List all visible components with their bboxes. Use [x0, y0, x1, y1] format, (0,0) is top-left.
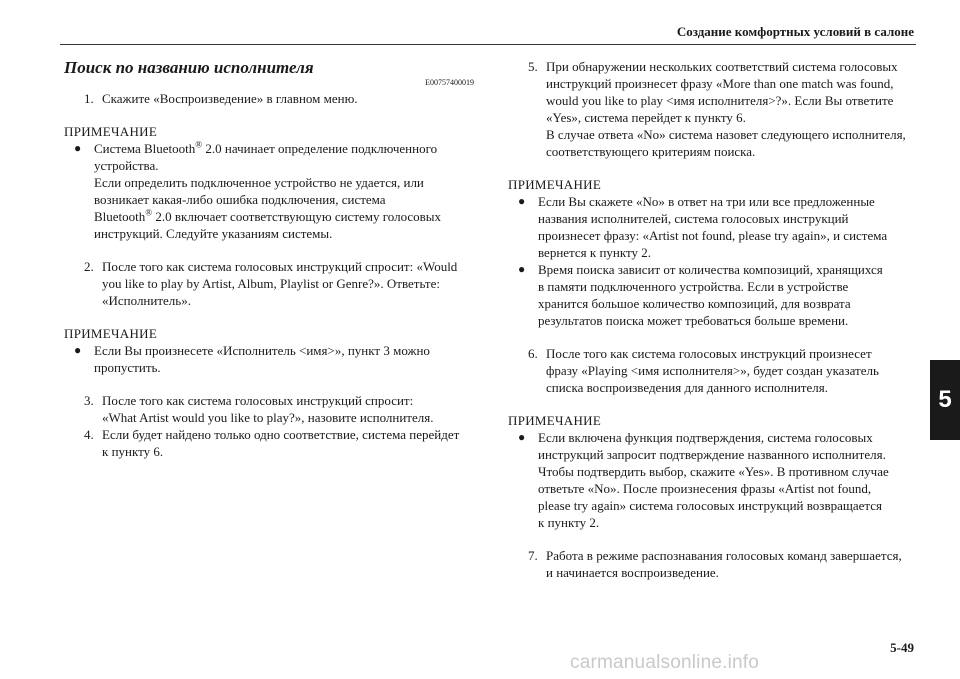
section-title: Поиск по названию исполнителя: [64, 58, 314, 77]
note-line: ответьте «No». После произнесения фразы «Artist not found,: [538, 481, 872, 496]
note-line: Если Вы произнесете «Исполнитель <имя>», пункт 3 можно: [94, 343, 430, 358]
note-line: пропустить.: [94, 360, 161, 375]
step-number: 5.: [528, 59, 538, 74]
note-block-4: [508, 412, 918, 531]
step-6: [508, 345, 918, 396]
step-number: 4.: [84, 427, 94, 442]
step-text: Скажите «Воспроизведение» в главном меню.: [102, 91, 358, 106]
step-line: «Исполнитель».: [102, 293, 191, 308]
step-line: соответствующего критериям поиска.: [546, 144, 756, 159]
step-number: 6.: [528, 346, 538, 361]
step-line: фразу «Playing <имя исполнителя>», будет создан указатель: [546, 363, 879, 378]
note-line: возникает какая-либо ошибка подключения, система: [94, 192, 386, 207]
note-block-2: [64, 325, 474, 376]
step-number: 3.: [84, 393, 94, 408]
step-line: Если будет найдено только одно соответствие, система перейдет: [102, 427, 460, 442]
note-bullet: [64, 140, 474, 242]
bullet-icon: ●: [518, 262, 526, 276]
note-line: Время поиска зависит от количества композиций, хранящихся: [538, 262, 883, 277]
header-title: Создание комфортных условий в салоне: [676, 24, 914, 39]
note-line: хранится большое количество композиций, для возврата: [538, 296, 851, 311]
header-rule: [60, 44, 916, 45]
note-line: Чтобы подтвердить выбор, скажите «Yes». В противном случае: [538, 464, 889, 479]
registered-mark: ®: [195, 139, 203, 150]
note-heading: ПРИМЕЧАНИЕ: [508, 413, 602, 428]
step-7: [508, 547, 918, 581]
page-number: 5-49: [890, 640, 914, 655]
registered-mark: ®: [145, 207, 153, 218]
step-line: При обнаружении нескольких соответствий система голосовых: [546, 59, 898, 74]
note-line: please try again» система голосовых инструкций возвращается: [538, 498, 882, 513]
step-5: [508, 58, 918, 160]
section-code: E00757400019: [425, 78, 474, 87]
chapter-tab: 5: [930, 360, 960, 440]
note-bullet: [508, 429, 918, 531]
left-column: [64, 50, 474, 460]
step-line: В случае ответа «No» система назовет следующего исполнителя,: [546, 127, 906, 142]
note-bullet: [64, 342, 474, 376]
step-number: 1.: [84, 91, 94, 106]
note-heading: ПРИМЕЧАНИЕ: [64, 124, 158, 139]
bullet-icon: ●: [74, 343, 82, 357]
watermark[interactable]: carmanualsonline.info: [570, 652, 760, 673]
step-line: Работа в режиме распознавания голосовых команд завершается,: [546, 548, 902, 563]
step-line: you like to play by Artist, Album, Playlist or Genre?». Ответьте:: [102, 276, 440, 291]
note-heading: ПРИМЕЧАНИЕ: [64, 326, 158, 341]
note-line: устройства.: [94, 158, 159, 173]
step-line: После того как система голосовых инструкций спросит:: [102, 393, 414, 408]
bullet-icon: ●: [74, 141, 82, 155]
step-line: и начинается воспроизведение.: [546, 565, 719, 580]
step-line: к пункту 6.: [102, 444, 164, 459]
note-line: Система Bluetooth® 2.0 начинает определение подключенного: [94, 139, 438, 156]
step-line: «What Artist would you like to play?», назовите исполнителя.: [102, 410, 434, 425]
note-heading: ПРИМЕЧАНИЕ: [508, 177, 602, 192]
note-line: вернется к пункту 2.: [538, 245, 652, 260]
step-line: списка воспроизведения для данного исполнителя.: [546, 380, 828, 395]
note-line: Если определить подключенное устройство не удается, или: [94, 175, 424, 190]
step-4: [64, 426, 474, 460]
note-block-1: [64, 123, 474, 242]
note-line: инструкций. Следуйте указаниям системы.: [94, 226, 333, 241]
step-line: инструкций произнесет фразу «More than one match was found,: [546, 76, 894, 91]
note-line: Если Вы скажете «No» в ответ на три или все предложенные: [538, 194, 875, 209]
step-line: После того как система голосовых инструкций произнесет: [546, 346, 872, 361]
step-line: would you like to play <имя исполнителя>?». Если Вы ответите: [546, 93, 894, 108]
bullet-icon: ●: [518, 194, 526, 208]
right-column: [508, 58, 918, 581]
step-line: После того как система голосовых инструкций спросит: «Would: [102, 259, 458, 274]
note-line: к пункту 2.: [538, 515, 600, 530]
step-number: 7.: [528, 548, 538, 563]
step-1: [64, 90, 474, 107]
step-3: [64, 392, 474, 426]
note-line: инструкций запросит подтверждение названного исполнителя.: [538, 447, 886, 462]
note-block-3: [508, 176, 918, 329]
note-line: Bluetooth® 2.0 включает соответствующую систему голосовых: [94, 207, 442, 224]
note-line: названия исполнителей, система голосовых инструкций: [538, 211, 849, 226]
step-number: 2.: [84, 259, 94, 274]
note-line: результатов поиска может требоваться больше времени.: [538, 313, 849, 328]
bullet-icon: ●: [518, 430, 526, 444]
note-line: в памяти подключенного устройства. Если в устройстве: [538, 279, 849, 294]
step-2: [64, 258, 474, 309]
note-bullet: [508, 261, 918, 329]
note-line: произнесет фразу: «Artist not found, please try again», и система: [538, 228, 888, 243]
step-line: «Yes», система перейдет к пункту 6.: [546, 110, 746, 125]
note-bullet: [508, 193, 918, 261]
note-line: Если включена функция подтверждения, система голосовых: [538, 430, 873, 445]
